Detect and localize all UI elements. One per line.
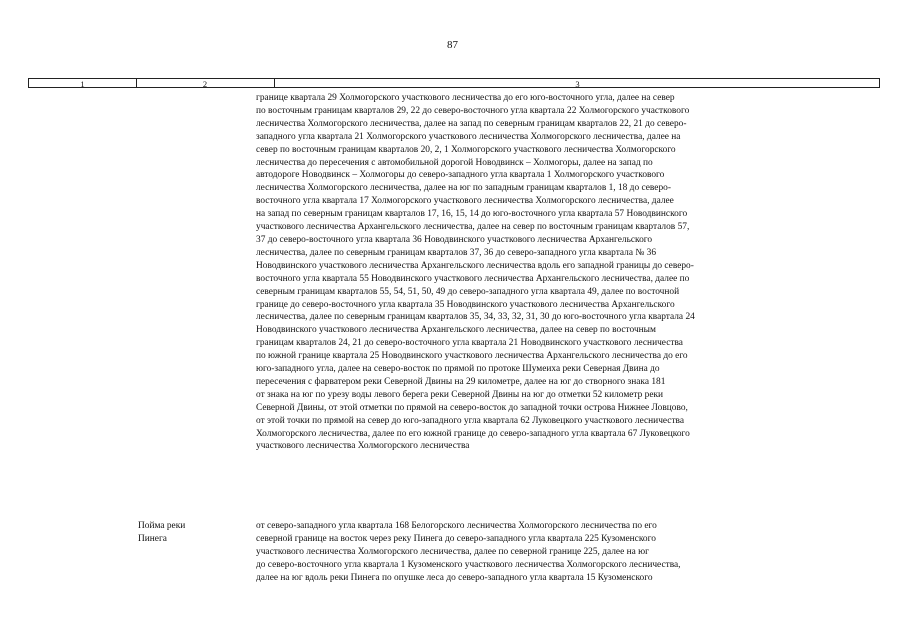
boundary-description-2: [256, 520, 871, 585]
text-line: Новодвинского участкового лесничества Архангельского лесничества вдоль его западной границы до северо-: [256, 260, 694, 271]
text-line: участкового лесничества Холмогорского лесничества, далее по северной границе 225, далее на юг: [256, 546, 649, 557]
text-line: далее на юг вдоль реки Пинега по опушке леса до северо-западного угла квартала 15 Кузоменского: [256, 572, 653, 583]
page-number: 87: [447, 39, 458, 51]
zone-label-line: Пинега: [138, 533, 167, 544]
text-line: север по восточным границам кварталов 20, 2, 1 Холмогорского участкового лесничества Холмогорского: [256, 144, 676, 155]
text-line: 37 до северо-восточного угла квартала 36 Новодвинского участкового лесничества Архангельского: [256, 234, 653, 245]
zone-name-pinega-floodplain: [138, 520, 185, 546]
text-line: по восточным границам кварталов 29, 22 до северо-восточного угла квартала 22 Холмогорского участкового: [256, 105, 690, 116]
text-line: от этой точки по прямой на север до юго-западного угла квартала 62 Луковецкого участкового лесничества: [256, 415, 685, 426]
column-number-1: 1: [29, 79, 137, 88]
text-line: до северо-восточного угла квартала 1 Кузоменского участкового лесничества Холмогорского лесничества,: [256, 559, 681, 570]
text-line: на запад по северным границам кварталов 17, 16, 15, 14 до юго-восточного угла квартала 57 Новодвинского: [256, 209, 688, 220]
text-line: участкового лесничества Архангельского лесничества, далее на север по восточным границам кварталов 57,: [256, 222, 690, 233]
text-line: лесничества Холмогорского лесничества, далее на юг по западным границам кварталов 1, 18 до северо-: [256, 183, 671, 194]
text-line: лесничества, далее по северным границам кварталов 35, 34, 33, 32, 31, 30 до юго-восточного угла квартала 24: [256, 312, 695, 323]
text-line: северной границе на восток через реку Пинега до северо-западного угла квартала 225 Кузоменского: [256, 533, 656, 544]
text-line: восточного угла квартала 55 Новодвинского участкового лесничества Архангельского лесничества, далее по: [256, 273, 690, 284]
text-line: участкового лесничества Холмогорского лесничества: [256, 441, 470, 452]
text-line: Новодвинского участкового лесничества Архангельского лесничества, далее на север по восточным: [256, 325, 656, 336]
text-line: границам кварталов 24, 21 до северо-восточного угла квартала 21 Новодвинского участкового лесничества: [256, 338, 683, 349]
text-line: юго-западного угла, далее на северо-восток по прямой по протоке Шумеиха реки Северная Двина до: [256, 364, 660, 375]
text-line: Холмогорского лесничества, далее по его южной границе до северо-западного угла квартала 67 Луковецкого: [256, 428, 690, 439]
text-line: северным границам кварталов 55, 54, 51, 50, 49 до северо-западного угла квартала 49, далее по восточной: [256, 286, 680, 297]
zone-label-line: Пойма реки: [138, 521, 186, 531]
text-line: лесничества до пересечения с автомобильной дорогой Новодвинск – Холмогоры, далее на запад по: [256, 157, 653, 168]
text-line: Северной Двины, от этой отметки по прямой на северо-восток до западной точки острова Нижнее Ловцово,: [256, 402, 688, 413]
text-line: от знака на юг по урезу воды левого берега реки Северной Двины на юг до отметки 52 километр реки: [256, 389, 664, 400]
text-line: пересечения с фарватером реки Северной Двины на 29 километре, далее на юг до створного знака 181: [256, 376, 666, 387]
boundary-description-1: [256, 92, 871, 453]
text-line: западного угла квартала 21 Холмогорского участкового лесничества Холмогорского лесничества, далее на: [256, 131, 681, 142]
table-header-row: [28, 78, 880, 88]
column-number-2: 2: [136, 79, 275, 88]
column-number-3: 3: [575, 79, 580, 89]
text-line: от северо-западного угла квартала 168 Белогорского лесничества Холмогорского лесничества по его: [256, 521, 657, 531]
text-line: восточного угла квартала 17 Холмогорского участкового лесничества Холмогорского лесничества, далее: [256, 196, 674, 207]
text-line: границе квартала 29 Холмогорского участкового лесничества до его юго-восточного угла, далее на север: [256, 93, 675, 103]
text-line: лесничества Холмогорского лесничества, далее на запад по северным границам кварталов 22, 21 до северо-: [256, 118, 687, 129]
text-line: по южной границе квартала 25 Новодвинского участкового лесничества Архангельского лесничества до его: [256, 351, 688, 362]
text-line: лесничества, далее по северным границам кварталов 37, 36 до северо-западного угла квартала № 36: [256, 247, 657, 258]
text-line: границе до северо-восточного угла квартала 35 Новодвинского участкового лесничества Архангельского: [256, 299, 675, 310]
text-line: автодороге Новодвинск – Холмогоры до северо-западного угла квартала 1 Холмогорского участкового: [256, 170, 665, 181]
